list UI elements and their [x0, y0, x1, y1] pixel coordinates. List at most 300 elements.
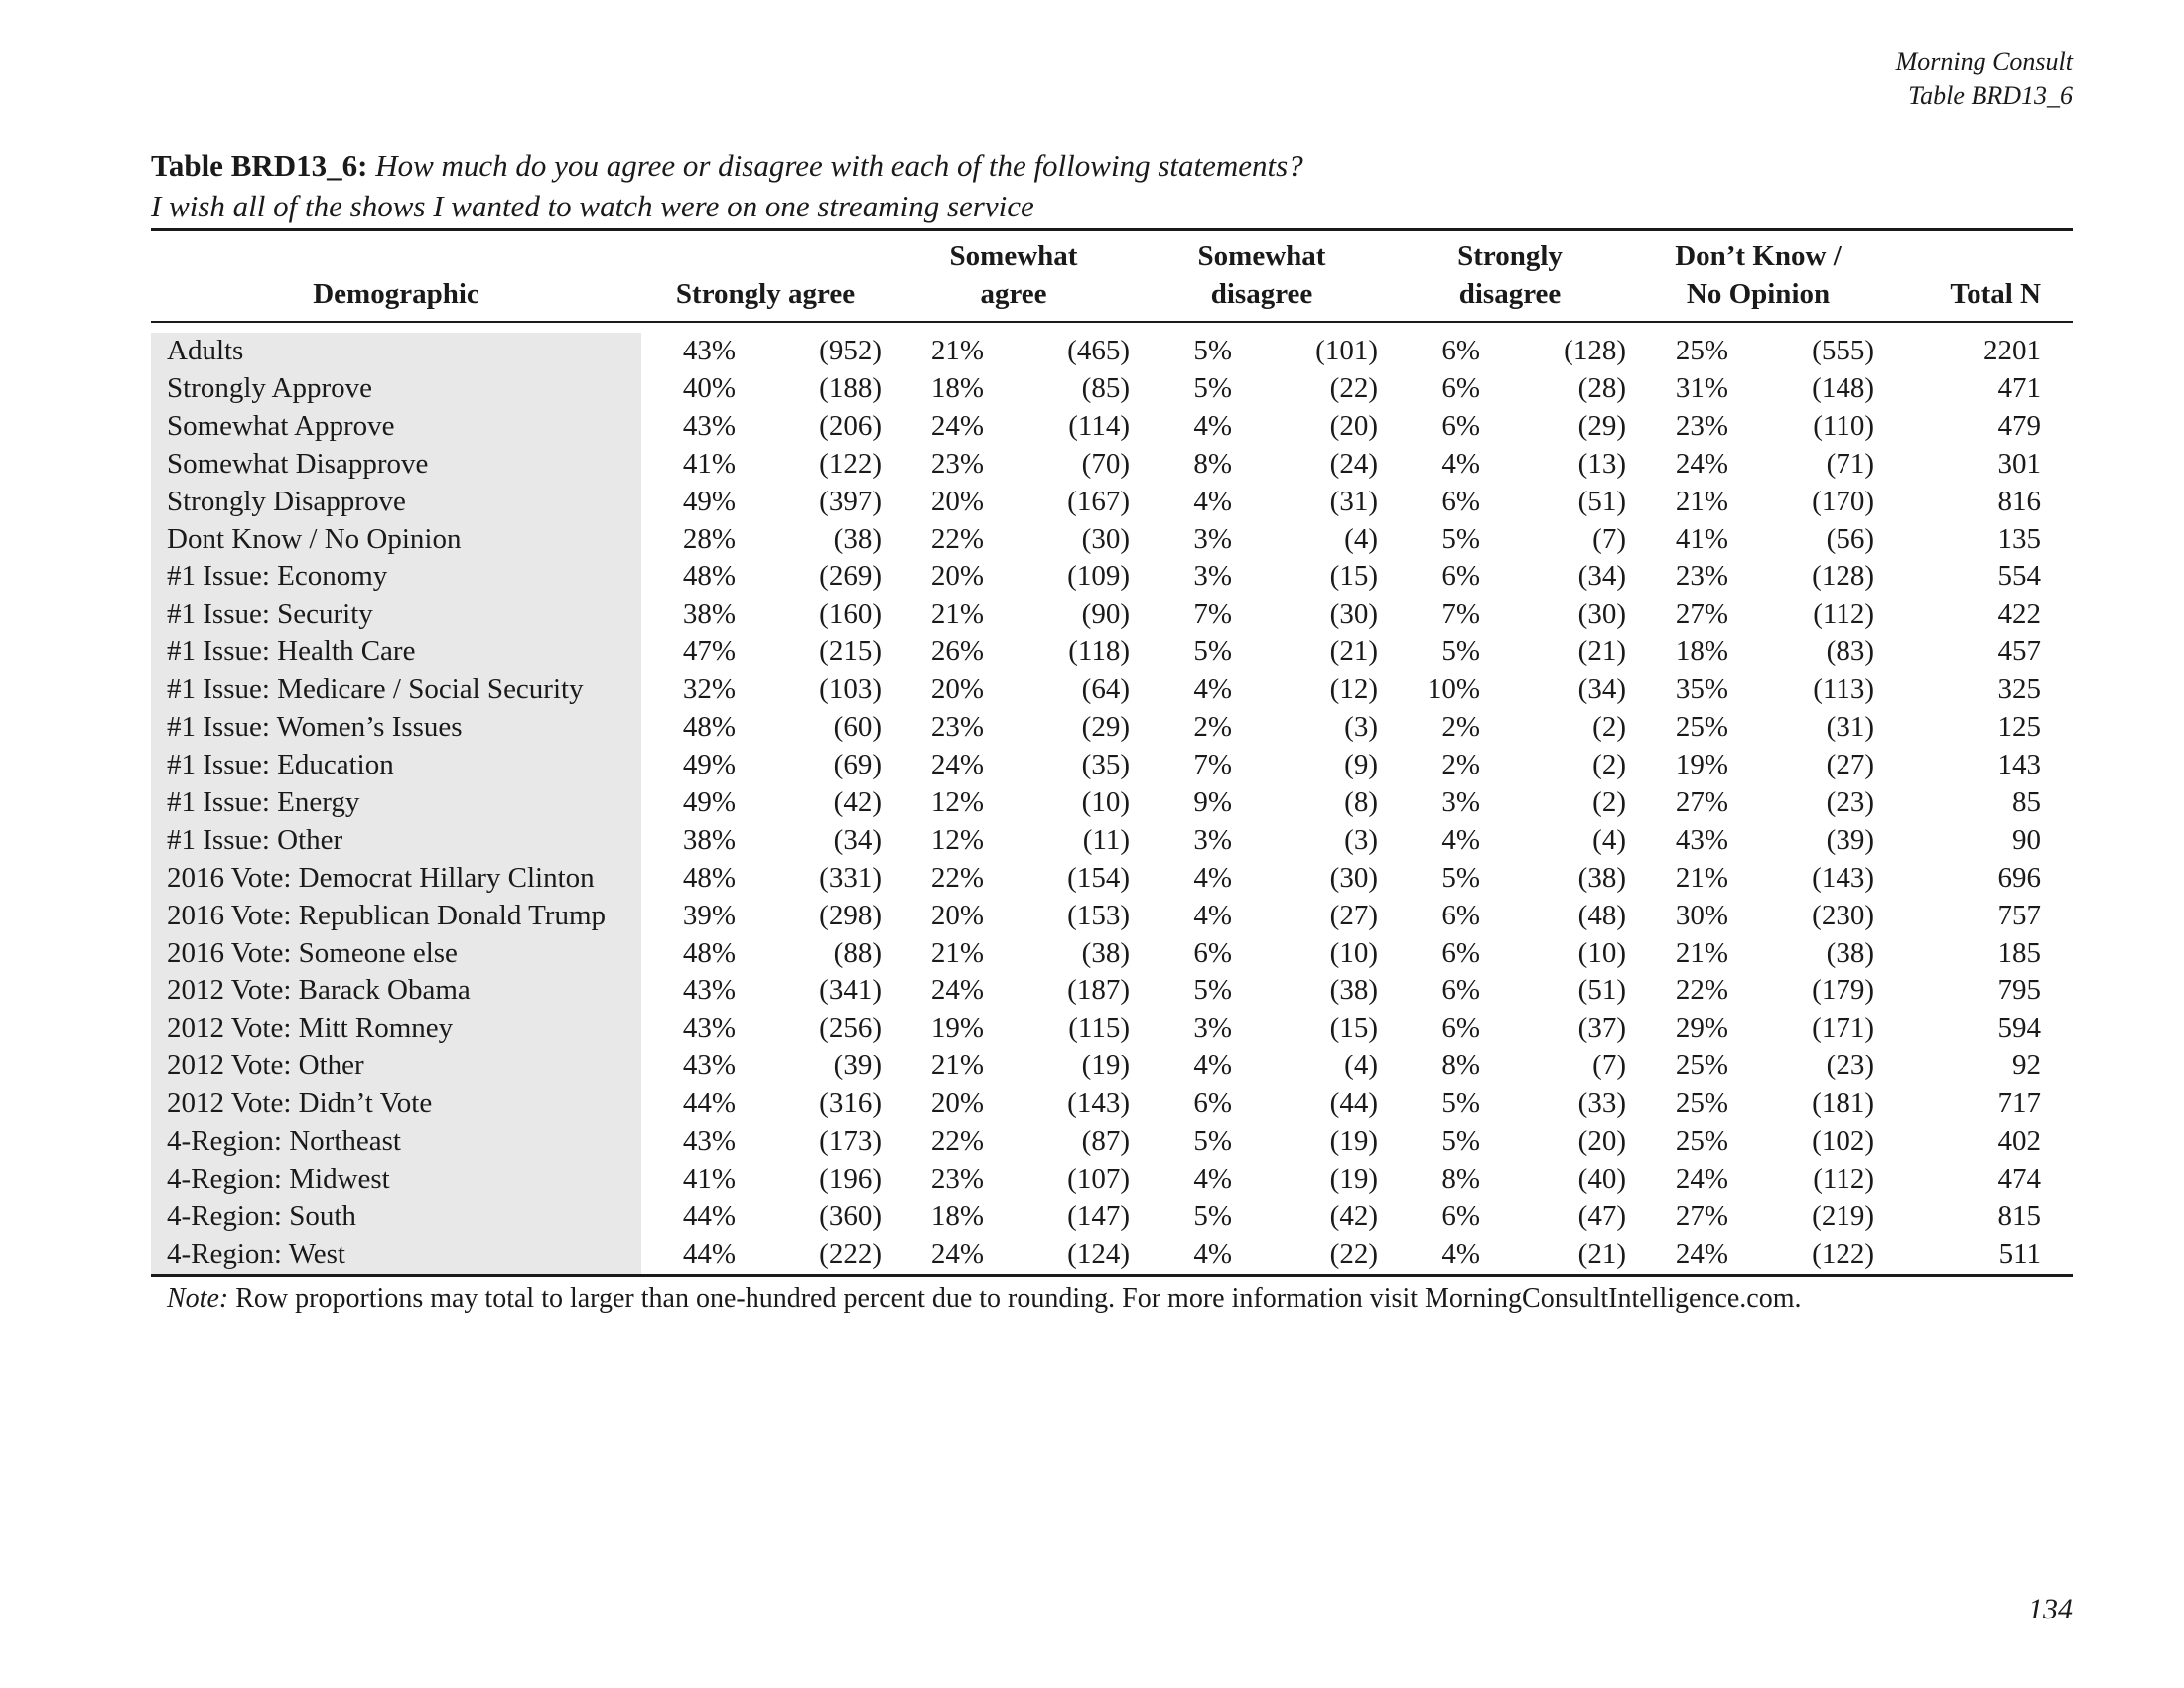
- cell-percent: 8%: [1441, 1050, 1480, 1082]
- cell-percent: 49%: [682, 485, 736, 517]
- cell-sa: [641, 1236, 889, 1274]
- cell-total-n: 757: [1997, 899, 2041, 931]
- cell-dk: [1634, 1123, 1882, 1161]
- cell-count: (397): [819, 485, 882, 517]
- cell-percent: 21%: [1675, 936, 1728, 969]
- cell-percent: 41%: [682, 447, 736, 480]
- cell-percent: 5%: [1441, 1125, 1480, 1158]
- cell-sd: [1386, 633, 1634, 671]
- cell-count: (101): [1315, 335, 1378, 366]
- cell-percent: 6%: [1441, 409, 1480, 442]
- cell-percent: 48%: [682, 936, 736, 969]
- title-question: How much do you agree or disagree with each of the following statements?: [375, 148, 1303, 183]
- cell-count: (48): [1577, 899, 1626, 931]
- row-label: 4-Region: Northeast: [151, 1123, 641, 1161]
- cell-swd: [1138, 822, 1386, 860]
- cell-percent: 2%: [1193, 711, 1232, 744]
- cell-count: (128): [1564, 335, 1626, 366]
- row-label: 2016 Vote: Republican Donald Trump: [151, 898, 641, 935]
- cell-percent: 6%: [1441, 899, 1480, 931]
- cell-count: (112): [1813, 598, 1874, 631]
- cell-percent: 7%: [1441, 598, 1480, 631]
- cell-sa: [641, 1123, 889, 1161]
- col-header-strongly-agree-text: Strongly agree: [675, 278, 856, 310]
- cell-percent: 22%: [930, 522, 984, 555]
- cell-swa: [889, 558, 1138, 596]
- table-row: [151, 408, 2073, 446]
- cell-count: (70): [1081, 447, 1130, 480]
- cell-sd: [1386, 784, 1634, 822]
- cell-percent: 25%: [1675, 335, 1728, 366]
- cell-swa: [889, 333, 1138, 370]
- header-table-id: Table BRD13_6: [1908, 81, 2073, 110]
- cell-count: (22): [1329, 1237, 1378, 1270]
- cell-sa: [641, 822, 889, 860]
- cell-swa: [889, 671, 1138, 709]
- cell-dk: [1634, 784, 1882, 822]
- cell-count: (31): [1329, 485, 1378, 517]
- cell-total-n: 696: [1997, 861, 2041, 894]
- cell-percent: 48%: [682, 711, 736, 744]
- cell-percent: 38%: [682, 598, 736, 631]
- table-row: [151, 1236, 2073, 1274]
- cell-swa: [889, 1161, 1138, 1198]
- cell-sd: [1386, 1010, 1634, 1048]
- cell-dk: [1634, 1085, 1882, 1123]
- row-label: 2012 Vote: Barack Obama: [151, 972, 641, 1010]
- cell-swa: [889, 1048, 1138, 1085]
- cell-swd: [1138, 370, 1386, 408]
- cell-swd: [1138, 408, 1386, 446]
- cell-swa: [889, 484, 1138, 521]
- cell-count: (23): [1826, 785, 1874, 818]
- cell-count: (187): [1067, 974, 1130, 1007]
- cell-percent: 43%: [682, 1012, 736, 1045]
- table-row: [151, 1048, 2073, 1085]
- cell-total-n: 301: [1997, 447, 2041, 480]
- cell-count: (122): [819, 447, 882, 480]
- row-label: #1 Issue: Medicare / Social Security: [151, 671, 641, 709]
- row-label: #1 Issue: Security: [151, 596, 641, 633]
- cell-percent: 24%: [930, 409, 984, 442]
- cell-count: (29): [1081, 711, 1130, 744]
- row-label: 2012 Vote: Didn’t Vote: [151, 1085, 641, 1123]
- cell-percent: 40%: [682, 371, 736, 404]
- cell-count: (39): [1826, 823, 1874, 856]
- cell-total-n: 594: [1997, 1012, 2041, 1045]
- cell-count: (34): [1577, 673, 1626, 706]
- table-row: [151, 333, 2073, 370]
- cell-sa: [641, 671, 889, 709]
- cell-percent: 7%: [1193, 598, 1232, 631]
- table-row: [151, 1161, 2073, 1198]
- cell-count: (22): [1329, 371, 1378, 404]
- cell-sd: [1386, 747, 1634, 784]
- table-row: [151, 633, 2073, 671]
- cell-count: (64): [1081, 673, 1130, 706]
- cell-percent: 43%: [682, 335, 736, 366]
- cell-sa: [641, 521, 889, 559]
- table-row: [151, 1010, 2073, 1048]
- cell-swa: [889, 709, 1138, 747]
- table-row: [151, 860, 2073, 898]
- cell-count: (83): [1826, 635, 1874, 668]
- cell-percent: 4%: [1193, 409, 1232, 442]
- cell-percent: 25%: [1675, 1125, 1728, 1158]
- col-header-text: disagree: [1458, 278, 1562, 310]
- cell-count: (4): [1344, 1050, 1378, 1082]
- cell-percent: 26%: [930, 635, 984, 668]
- cell-percent: 35%: [1675, 673, 1728, 706]
- row-label: Strongly Approve: [151, 370, 641, 408]
- cell-count: (147): [1067, 1199, 1130, 1232]
- cell-percent: 21%: [1675, 485, 1728, 517]
- col-header-total-n: Total N: [1950, 278, 2041, 310]
- cell-swd: [1138, 1010, 1386, 1048]
- col-header-text: Don’t Know /: [1675, 240, 1842, 272]
- cell-count: (331): [819, 861, 882, 894]
- cell-percent: 4%: [1441, 447, 1480, 480]
- cell-total-n: 85: [2012, 785, 2041, 818]
- cell-percent: 2%: [1441, 748, 1480, 780]
- cell-percent: 21%: [1675, 861, 1728, 894]
- cell-count: (87): [1081, 1125, 1130, 1158]
- cell-dk: [1634, 671, 1882, 709]
- table-row: [151, 747, 2073, 784]
- col-header-strongly-disagree: [1386, 231, 1634, 321]
- cell-count: (30): [1081, 522, 1130, 555]
- cell-sa: [641, 408, 889, 446]
- cell-dk: [1634, 822, 1882, 860]
- cell-swd: [1138, 860, 1386, 898]
- cell-percent: 4%: [1193, 861, 1232, 894]
- cell-percent: 2%: [1441, 711, 1480, 744]
- cell-percent: 27%: [1675, 598, 1728, 631]
- col-header-strongly-agree: [641, 231, 889, 321]
- table-row: [151, 596, 2073, 633]
- cell-percent: 9%: [1193, 785, 1232, 818]
- cell-count: (29): [1577, 409, 1626, 442]
- cell-swd: [1138, 1161, 1386, 1198]
- cell-percent: 3%: [1193, 560, 1232, 593]
- cell-count: (21): [1329, 635, 1378, 668]
- cell-total-n: 325: [1997, 673, 2041, 706]
- cell-count: (115): [1068, 1012, 1130, 1045]
- cell-swd: [1138, 1198, 1386, 1236]
- cell-total-n: 474: [1997, 1162, 2041, 1195]
- row-label: #1 Issue: Other: [151, 822, 641, 860]
- cell-percent: 21%: [930, 598, 984, 631]
- cell-percent: 18%: [930, 371, 984, 404]
- cell-percent: 6%: [1441, 1199, 1480, 1232]
- cell-count: (167): [1067, 485, 1130, 517]
- cell-count: (10): [1081, 785, 1130, 818]
- cell-percent: 23%: [930, 711, 984, 744]
- cell-count: (30): [1329, 861, 1378, 894]
- cell-count: (40): [1577, 1162, 1626, 1195]
- cell-count: (170): [1812, 485, 1874, 517]
- cell-count: (12): [1329, 673, 1378, 706]
- cell-sa: [641, 333, 889, 370]
- row-label: Dont Know / No Opinion: [151, 521, 641, 559]
- cell-percent: 24%: [1675, 447, 1728, 480]
- row-label: #1 Issue: Energy: [151, 784, 641, 822]
- cell-percent: 32%: [682, 673, 736, 706]
- cell-swd: [1138, 972, 1386, 1010]
- cell-sa: [641, 446, 889, 484]
- cell-swd: [1138, 1085, 1386, 1123]
- cell-total-n: 457: [1997, 635, 2041, 668]
- cell-count: (35): [1081, 748, 1130, 780]
- cell-sa: [641, 935, 889, 973]
- cell-total-n: 422: [1997, 598, 2041, 631]
- cell-percent: 4%: [1193, 899, 1232, 931]
- cell-count: (7): [1592, 1050, 1626, 1082]
- cell-count: (8): [1344, 785, 1378, 818]
- cell-percent: 43%: [682, 1125, 736, 1158]
- cell-sd: [1386, 671, 1634, 709]
- table-row: [151, 446, 2073, 484]
- cell-count: (114): [1068, 409, 1130, 442]
- cell-count: (71): [1826, 447, 1874, 480]
- cell-dk: [1634, 370, 1882, 408]
- cell-count: (34): [833, 823, 882, 856]
- table-row: [151, 972, 2073, 1010]
- cell-sd: [1386, 1048, 1634, 1085]
- cell-percent: 19%: [1675, 748, 1728, 780]
- cell-percent: 23%: [930, 447, 984, 480]
- cell-percent: 39%: [682, 899, 736, 931]
- cell-count: (230): [1812, 899, 1874, 931]
- cell-count: (118): [1068, 635, 1130, 668]
- table-header: [151, 231, 2073, 333]
- cell-percent: 22%: [930, 1125, 984, 1158]
- cell-dk: [1634, 935, 1882, 973]
- cell-swd: [1138, 671, 1386, 709]
- cell-sa: [641, 709, 889, 747]
- cell-count: (19): [1329, 1125, 1378, 1158]
- cell-sd: [1386, 1161, 1634, 1198]
- cell-count: (34): [1577, 560, 1626, 593]
- cell-dk: [1634, 1198, 1882, 1236]
- cell-count: (298): [819, 899, 882, 931]
- cell-total-n: 795: [1997, 974, 2041, 1007]
- cell-dk: [1634, 747, 1882, 784]
- results-table-container: [151, 228, 2073, 1315]
- cell-swd: [1138, 484, 1386, 521]
- cell-count: (2): [1592, 785, 1626, 818]
- row-label: Somewhat Approve: [151, 408, 641, 446]
- note-text: Row proportions may total to larger than one-hundred percent due to rounding. For more information visit MorningConsultIntelligence.com.: [235, 1282, 1802, 1314]
- cell-percent: 41%: [682, 1162, 736, 1195]
- cell-percent: 24%: [930, 974, 984, 1007]
- cell-percent: 6%: [1441, 974, 1480, 1007]
- cell-sa: [641, 1161, 889, 1198]
- cell-percent: 6%: [1441, 560, 1480, 593]
- col-header-text: No Opinion: [1686, 278, 1831, 310]
- cell-percent: 27%: [1675, 1199, 1728, 1232]
- cell-count: (38): [1577, 861, 1626, 894]
- cell-percent: 49%: [682, 785, 736, 818]
- cell-count: (360): [819, 1199, 882, 1232]
- cell-swd: [1138, 633, 1386, 671]
- row-label: #1 Issue: Health Care: [151, 633, 641, 671]
- cell-count: (128): [1812, 560, 1874, 593]
- cell-count: (27): [1329, 899, 1378, 931]
- cell-percent: 19%: [930, 1012, 984, 1045]
- cell-count: (21): [1577, 1237, 1626, 1270]
- cell-percent: 20%: [930, 485, 984, 517]
- col-header-dont-know: [1634, 231, 1882, 321]
- cell-percent: 44%: [682, 1087, 736, 1120]
- cell-swd: [1138, 747, 1386, 784]
- cell-dk: [1634, 333, 1882, 370]
- cell-count: (952): [819, 335, 882, 366]
- col-header-somewhat-agree: [889, 231, 1138, 321]
- cell-count: (23): [1826, 1050, 1874, 1082]
- cell-percent: 24%: [930, 1237, 984, 1270]
- table-row: [151, 370, 2073, 408]
- cell-total-n: 135: [1997, 522, 2041, 555]
- row-label: Strongly Disapprove: [151, 484, 641, 521]
- cell-percent: 6%: [1441, 1012, 1480, 1045]
- cell-dk: [1634, 446, 1882, 484]
- cell-percent: 43%: [682, 974, 736, 1007]
- cell-sd: [1386, 972, 1634, 1010]
- cell-percent: 43%: [1675, 823, 1728, 856]
- cell-percent: 43%: [682, 409, 736, 442]
- cell-total-n: 185: [1997, 936, 2041, 969]
- title-label: Table BRD13_6:: [151, 148, 368, 183]
- cell-count: (30): [1329, 598, 1378, 631]
- cell-percent: 6%: [1441, 371, 1480, 404]
- cell-count: (153): [1067, 899, 1130, 931]
- cell-count: (15): [1329, 560, 1378, 593]
- cell-dk: [1634, 558, 1882, 596]
- cell-total-n: 479: [1997, 409, 2041, 442]
- cell-percent: 49%: [682, 748, 736, 780]
- cell-count: (181): [1812, 1087, 1874, 1120]
- cell-percent: 6%: [1193, 936, 1232, 969]
- cell-sd: [1386, 408, 1634, 446]
- cell-count: (269): [819, 560, 882, 593]
- cell-dk: [1634, 709, 1882, 747]
- cell-count: (171): [1812, 1012, 1874, 1045]
- cell-percent: 6%: [1441, 335, 1480, 366]
- cell-count: (173): [819, 1125, 882, 1158]
- cell-sa: [641, 596, 889, 633]
- cell-count: (160): [819, 598, 882, 631]
- table-row: [151, 671, 2073, 709]
- title-statement: I wish all of the shows I wanted to watch were on one streaming service: [151, 189, 1034, 223]
- col-header-text: Somewhat: [949, 240, 1078, 272]
- cell-count: (4): [1344, 522, 1378, 555]
- cell-percent: 25%: [1675, 1050, 1728, 1082]
- table-row: [151, 709, 2073, 747]
- cell-count: (3): [1344, 823, 1378, 856]
- cell-sd: [1386, 1085, 1634, 1123]
- col-header-demographic: Demographic: [313, 278, 479, 310]
- cell-count: (222): [819, 1237, 882, 1270]
- cell-sd: [1386, 521, 1634, 559]
- cell-sa: [641, 1085, 889, 1123]
- cell-count: (15): [1329, 1012, 1378, 1045]
- cell-count: (179): [1812, 974, 1874, 1007]
- cell-count: (90): [1081, 598, 1130, 631]
- cell-dk: [1634, 1236, 1882, 1274]
- cell-count: (39): [833, 1050, 882, 1082]
- cell-count: (31): [1826, 711, 1874, 744]
- cell-count: (3): [1344, 711, 1378, 744]
- cell-count: (38): [833, 522, 882, 555]
- cell-sd: [1386, 333, 1634, 370]
- cell-count: (4): [1592, 823, 1626, 856]
- cell-percent: 27%: [1675, 785, 1728, 818]
- cell-count: (143): [1812, 861, 1874, 894]
- cell-count: (2): [1592, 748, 1626, 780]
- cell-count: (7): [1592, 522, 1626, 555]
- cell-count: (196): [819, 1162, 882, 1195]
- cell-percent: 5%: [1193, 1199, 1232, 1232]
- cell-count: (56): [1826, 522, 1874, 555]
- cell-percent: 47%: [682, 635, 736, 668]
- cell-count: (30): [1577, 598, 1626, 631]
- cell-percent: 31%: [1675, 371, 1728, 404]
- cell-percent: 5%: [1441, 522, 1480, 555]
- cell-sd: [1386, 898, 1634, 935]
- cell-swa: [889, 860, 1138, 898]
- cell-count: (103): [819, 673, 882, 706]
- cell-sa: [641, 1198, 889, 1236]
- table-note: [151, 1283, 2073, 1315]
- cell-sd: [1386, 1198, 1634, 1236]
- cell-percent: 48%: [682, 560, 736, 593]
- cell-total-n: 717: [1997, 1087, 2041, 1120]
- cell-count: (102): [1812, 1125, 1874, 1158]
- cell-percent: 30%: [1675, 899, 1728, 931]
- cell-count: (124): [1067, 1237, 1130, 1270]
- cell-percent: 5%: [1193, 1125, 1232, 1158]
- cell-percent: 3%: [1441, 785, 1480, 818]
- cell-count: (20): [1329, 409, 1378, 442]
- cell-percent: 20%: [930, 899, 984, 931]
- cell-swd: [1138, 333, 1386, 370]
- cell-swa: [889, 784, 1138, 822]
- cell-count: (33): [1577, 1087, 1626, 1120]
- cell-total-n: 2201: [1983, 335, 2041, 366]
- cell-percent: 4%: [1193, 485, 1232, 517]
- cell-dk: [1634, 408, 1882, 446]
- cell-count: (27): [1826, 748, 1874, 780]
- cell-percent: 24%: [930, 748, 984, 780]
- cell-swa: [889, 1085, 1138, 1123]
- cell-count: (42): [833, 785, 882, 818]
- running-header: [1896, 44, 2073, 113]
- cell-sa: [641, 784, 889, 822]
- cell-dk: [1634, 898, 1882, 935]
- cell-percent: 18%: [930, 1199, 984, 1232]
- table-title: [151, 145, 1303, 226]
- cell-percent: 3%: [1193, 823, 1232, 856]
- cell-dk: [1634, 860, 1882, 898]
- cell-count: (113): [1813, 673, 1874, 706]
- cell-count: (13): [1577, 447, 1626, 480]
- cell-swa: [889, 1010, 1138, 1048]
- cell-percent: 48%: [682, 861, 736, 894]
- cell-percent: 44%: [682, 1237, 736, 1270]
- cell-count: (28): [1577, 371, 1626, 404]
- cell-count: (9): [1344, 748, 1378, 780]
